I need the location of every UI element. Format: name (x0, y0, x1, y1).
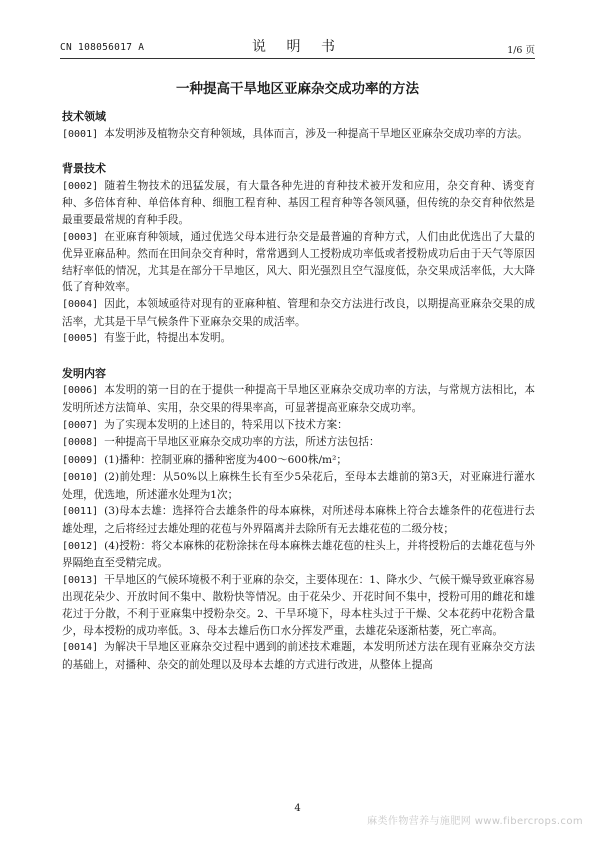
section-heading: 发明内容 (62, 366, 106, 380)
paragraph (62, 229, 535, 296)
paragraph (62, 639, 535, 673)
paragraph-text: 有鉴于此，特提出本发明。 (104, 332, 232, 345)
paragraph (62, 296, 535, 330)
paragraph-number: [0012] (62, 540, 99, 552)
paragraph-text: 本发明的第一目的在于提供一种提高干旱地区亚麻杂交成功率的方法，与常规方法相比，本发明所述方法简单、实用，杂交果的得果率高，可显著提高亚麻杂交成功率。 (62, 384, 535, 414)
paragraph-text: 因此，本领域亟待对现有的亚麻种植、管理和杂交方法进行改良，以期提高亚麻杂交果的成活率，尤其是干旱气候条件下亚麻杂交果的成活率。 (62, 297, 535, 328)
page-number: 4 (294, 803, 301, 814)
paragraph (62, 330, 535, 348)
paragraph (62, 452, 535, 470)
publication-number: CN 108056017 A (60, 42, 145, 53)
paragraph-text: 干旱地区的气候环境极不利于亚麻的杂交，主要体现在：1、降水少、气候干燥导致亚麻容易出现花朵少、开放时间不集中、散粉快等情况。由于花朵少、开花时间不集中，授粉可用的雌花和雄花过于分散，不利于亚麻集中授粉杂交。2、干旱环境下，母本柱头过于干燥、父本花药中花粉含量少，母本授粉的成功率低。3、母本去雄后伤口水分挥发严重，去雄花朵逐渐枯萎，死亡率高。 (62, 573, 535, 637)
paragraph-number: [0003] (62, 231, 99, 243)
paragraph-number: [0010] (62, 472, 99, 484)
paragraph-text: (3)母本去雄：选择符合去雄条件的母本麻株，对所述母本麻株上符合去雄条件的花苞进行去雄处理，之后将经过去雄处理的花苞与外界隔离并去除所有无去雄花苞的二级分枝； (62, 505, 535, 536)
paragraph-text: 一种提高干旱地区亚麻杂交成功率的方法，所述方法包括： (104, 436, 380, 449)
paragraph-text: (2)前处理：从50%以上麻株生长有至少5朵花后，至母本去雄前的第3天，对亚麻进行灌水处理，优选地，所述灌水处理为1次； (62, 471, 535, 501)
section-heading: 背景技术 (62, 162, 106, 176)
paragraph-number: [0001] (62, 128, 99, 140)
paragraph-number: [0002] (62, 180, 99, 192)
paragraph (62, 178, 535, 229)
paragraph (62, 382, 535, 416)
paragraph-number: [0006] (62, 385, 99, 397)
paragraph (62, 673, 535, 691)
paragraph-number: [0005] (62, 333, 99, 345)
paragraph (62, 469, 535, 503)
paragraph-number: [0008] (62, 437, 99, 449)
document-type: 说 明 书 (252, 39, 343, 55)
paragraph-number: [0011] (62, 506, 99, 518)
paragraph-number: [0004] (62, 298, 99, 310)
paragraph (62, 434, 535, 452)
paragraph-text: 在亚麻育种领域，通过优选父母本进行杂交是最普遍的育种方式，人们由此优选出了大量的优异亚麻品种。然而在田间杂交育种时，常常遇到人工授粉成功率低或者授粉成功后由于天气等原因结籽率低的情况，尤其是在部分干旱地区，风大、阳光强烈且空气湿度低，杂交果成活率低，大大降低了育种效率。 (62, 230, 535, 294)
paragraph (62, 417, 535, 435)
paragraph-number: [0007] (62, 419, 99, 431)
paragraph (62, 503, 535, 537)
paragraph-number: [0013] (62, 574, 99, 586)
paragraph-text: 为解决干旱地区亚麻杂交过程中遇到的前述技术难题，本发明所述方法在现有亚麻杂交方法的基础上，对播种、杂交的前处理以及母本去雄的方式进行改进，从整体上提高 (62, 641, 535, 671)
page-header (60, 36, 535, 56)
document-title: 一种提高干旱地区亚麻杂交成功率的方法 (176, 81, 419, 97)
paragraph-text: 本发明涉及植物杂交育种领域，具体而言，涉及一种提高干旱地区亚麻杂交成功率的方法。 (104, 127, 528, 140)
paragraph-text: (1)播种：控制亚麻的播种密度为400～600株/m²； (104, 453, 347, 466)
paragraph-text: 为了实现本发明的上述目的，特采用以下技术方案： (104, 418, 348, 431)
paragraph (62, 572, 535, 639)
paragraph-number: [0009] (62, 454, 99, 466)
paragraph-text: (4)授粉：将父本麻株的花粉涂抹在母本麻株去雄花苞的柱头上，并将授粉后的去雄花苞与外界隔绝直至受精完成。 (62, 539, 535, 570)
document-body (62, 109, 535, 691)
paragraph (62, 538, 535, 572)
paragraph-text: 随着生物技术的迅猛发展，有大量各种先进的育种技术被开发和应用，杂交育种、诱变育种、多倍体育种、单倍体育种、细胞工程育种、基因工程育种等各领风骚，但传统的杂交育种依然是最重要最常规的育种手段。 (62, 179, 535, 226)
site-watermark: 麻类作物营养与施肥网 www.fibercrops.com (367, 816, 583, 827)
header-divider (60, 58, 535, 59)
paragraph-number: [0014] (62, 642, 99, 654)
page-indicator: 1/6 页 (507, 45, 535, 56)
section-heading: 技术领域 (62, 110, 106, 123)
paragraph (62, 126, 535, 144)
